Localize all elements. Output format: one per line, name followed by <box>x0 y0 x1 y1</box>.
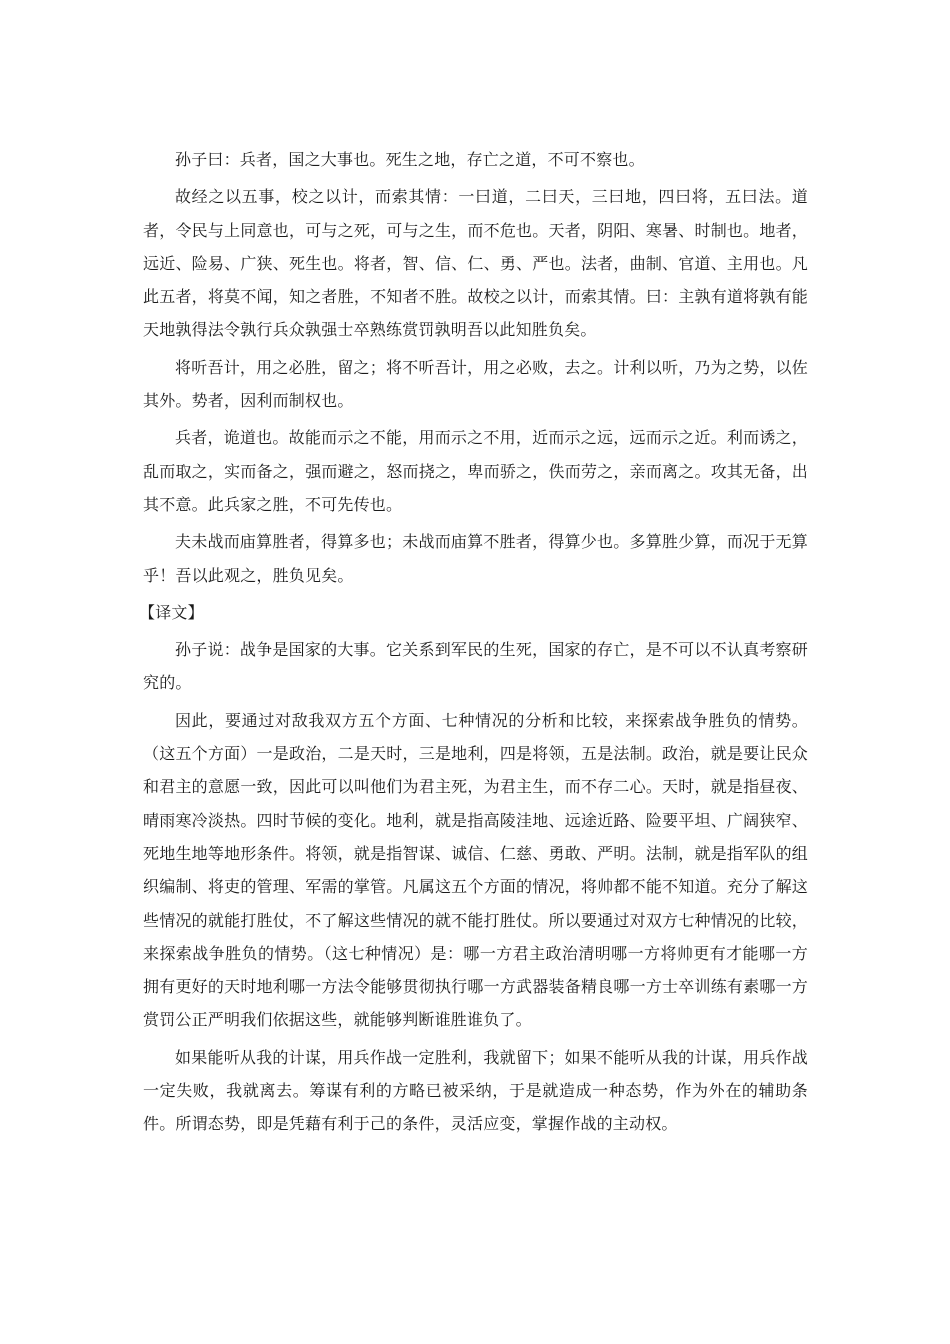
translation-paragraph-3: 如果能听从我的计谋，用兵作战一定胜利，我就留下；如果不能听从我的计谋，用兵作战一定失败，我就离去。筹谋有利的方略已被采纳，于是就造成一种态势，作为外在的辅助条件。所谓态势，即是凭藉有利于己的条件，灵活应变，掌握作战的主动权。 <box>143 1047 808 1134</box>
original-paragraph-5: 夫未战而庙算胜者，得算多也；未战而庙算不胜者，得算少也。多算胜少算，而况于无算乎！吾以此观之，胜负见矣。 <box>143 532 808 585</box>
translation-paragraph-2: 因此，要通过对敌我双方五个方面、七种情况的分析和比较，来探索战争胜负的情势。（这五个方面）一是政治，二是天时，三是地利，四是将领，五是法制。政治，就是要让民众和君主的意愿一致，因此可以叫他们为君主死，为君主生，而不存二心。天时，就是指昼夜、晴雨寒冷淡热。四时节候的变化。地利，就是指高陵洼地、远途近路、险要平坦、广阔狭窄、死地生地等地形条件。将领，就是指智谋、诚信、仁慈、勇敢、严明。法制，就是指军队的组织编制、将吏的管理、军需的掌管。凡属这五个方面的情况，将帅都不能不知道。充分了解这些情况的就能打胜仗，不了解这些情况的就不能打胜仗。所以要通过对双方七种情况的比较，来探索战争胜负的情势。（这七种情况）是：哪一方君主政治清明哪一方将帅更有才能哪一方拥有更好的天时地利哪一方法令能够贯彻执行哪一方武器装备精良哪一方士卒训练有素哪一方赏罚公正严明我们依据这些，就能够判断谁胜谁负了。 <box>143 710 808 1030</box>
original-paragraph-3: 将听吾计，用之必胜，留之；将不听吾计，用之必败，去之。计利以听，乃为之势，以佐其外。势者，因利而制权也。 <box>143 357 808 411</box>
original-paragraph-1: 孙子曰：兵者，国之大事也。死生之地，存亡之道，不可不察也。 <box>175 150 645 169</box>
translation-heading: 【译文】 <box>139 602 204 622</box>
original-paragraph-4: 兵者，诡道也。故能而示之不能，用而示之不用，近而示之远，远而示之近。利而诱之，乱而取之，实而备之，强而避之，怒而挠之，卑而骄之，佚而劳之，亲而离之。攻其无备，出其不意。此兵家之胜，不可先传也。 <box>143 428 808 514</box>
original-paragraph-2: 故经之以五事，校之以计，而索其情：一曰道，二曰天，三曰地，四曰将，五曰法。道者，令民与上同意也，可与之死，可与之生，而不危也。天者，阴阳、寒暑、时制也。地者，远近、险易、广狭、死生也。将者，智、信、仁、勇、严也。法者，曲制、官道、主用也。凡此五者，将莫不闻，知之者胜，不知者不胜。故校之以计，而索其情。曰：主孰有道将孰有能天地孰得法令孰行兵众孰强士卒熟练赏罚孰明吾以此知胜负矣。 <box>143 187 808 340</box>
translation-paragraph-1: 孙子说：战争是国家的大事。它关系到军民的生死，国家的存亡，是不可以不认真考察研究的。 <box>143 640 808 693</box>
document-page <box>139 143 808 1145</box>
